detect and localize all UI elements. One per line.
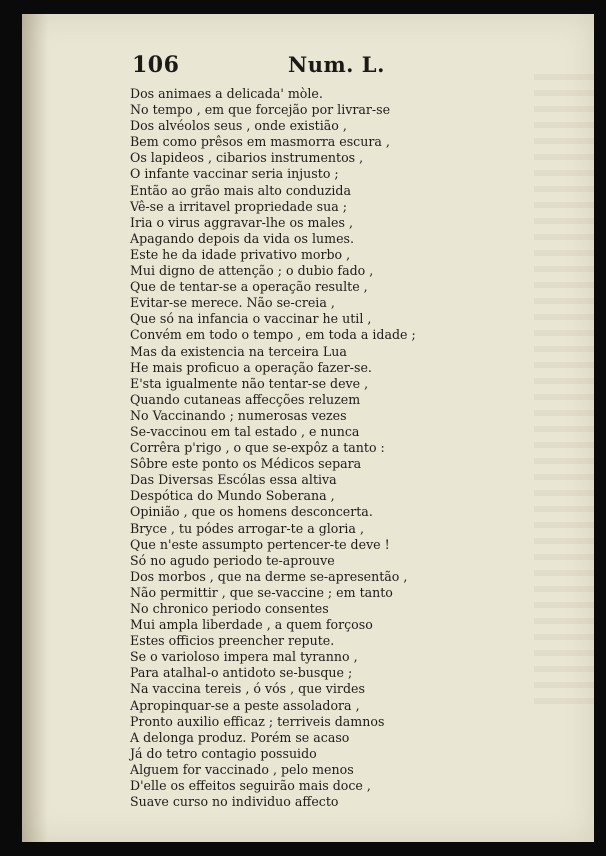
poem-line: Corrêra p'rigo , o que se-expôz a tanto : — [130, 440, 385, 456]
poem-line: Que de tentar-se a operação resulte , — [130, 279, 368, 295]
gutter-shadow — [22, 14, 48, 842]
poem-line: Então ao grão mais alto conduzida — [130, 182, 352, 198]
poem-line: Alguem for vaccinado , pelo menos — [130, 761, 354, 777]
poem-line: Apagando depois da vida os lumes. — [130, 230, 354, 246]
poem-line: Apropinquar-se a peste assoladora , — [130, 697, 360, 713]
running-header — [132, 52, 392, 82]
poem-text — [130, 86, 560, 810]
poem-line: D'elle os effeitos seguirão mais doce , — [130, 778, 371, 794]
poem-line: Que só na infancia o vaccinar he util , — [130, 311, 372, 327]
poem-line: Os lapideos , cibarios instrumentos , — [130, 150, 364, 166]
poem-line: Dos animaes a delicada' mòle. — [130, 86, 323, 101]
poem-line: Convém em todo o tempo , em toda a idade ; — [130, 327, 416, 343]
poem-line: Bryce , tu pódes arrogar-te a gloria , — [130, 520, 364, 536]
poem-line: Bem como prêsos em masmorra escura , — [130, 134, 390, 150]
poem-line: Despótica do Mundo Soberana , — [130, 488, 335, 504]
poem-line: Suave curso no individuo affecto — [130, 794, 339, 810]
poem-line: No Vaccinando ; numerosas vezes — [130, 407, 347, 423]
poem-line: Se o varioloso impera mal tyranno , — [130, 649, 358, 665]
poem-line: Na vaccina tereis , ó vós , que virdes — [130, 681, 365, 697]
poem-line: Só no agudo periodo te-aprouve — [130, 552, 335, 568]
poem-line: No chronico periodo consentes — [130, 601, 329, 616]
poem-line: Mui ampla liberdade , a quem forçoso — [130, 617, 373, 633]
poem-line: Iria o virus aggravar-lhe os males , — [130, 214, 353, 230]
poem-line: Sôbre este ponto os Médicos separa — [130, 456, 362, 472]
section-title: Num. L. — [288, 52, 385, 77]
poem-line: Quando cutaneas affecções reluzem — [130, 391, 361, 407]
poem-line: Evitar-se merece. Não se-creia , — [130, 295, 335, 311]
poem-line: Mui digno de attenção ; o dubio fado , — [130, 263, 374, 279]
poem-line: O infante vaccinar seria injusto ; — [130, 166, 339, 182]
poem-line: Dos morbos , que na derme se-apresentão , — [130, 568, 408, 584]
poem-line: Que n'este assumpto pertencer-te deve ! — [130, 536, 390, 552]
poem-line: Opinião , que os homens desconcerta. — [130, 504, 373, 520]
poem-line: Mas da existencia na terceira Lua — [130, 343, 347, 359]
page-number: 106 — [132, 52, 180, 78]
poem-line: Vê-se a irritavel propriedade sua ; — [130, 198, 347, 214]
poem-line: Dos alvéolos seus , onde existião , — [130, 118, 347, 134]
poem-line: No tempo , em que forcejão por livrar-se — [130, 102, 391, 118]
poem-line: Já do tetro contagio possuido — [130, 745, 317, 761]
poem-line: He mais proficuo a operação fazer-se. — [130, 359, 372, 375]
poem-line: Estes officios preencher repute. — [130, 633, 335, 649]
poem-line: Para atalhal-o antidoto se-busque ; — [130, 665, 353, 681]
poem-line: A delonga produz. Porém se acaso — [130, 729, 350, 745]
poem-line: Não permittir , que se-vaccine ; em tanto — [130, 584, 393, 600]
poem-line: Pronto auxilio efficaz ; terriveis damnos — [130, 713, 385, 729]
poem-line: Se-vaccinou em tal estado , e nunca — [130, 423, 360, 439]
poem-line: Das Diversas Escólas essa altiva — [130, 472, 337, 488]
poem-line: Este he da idade privativo morbo , — [130, 246, 351, 262]
poem-line: E'sta igualmente não tentar-se deve , — [130, 375, 369, 391]
